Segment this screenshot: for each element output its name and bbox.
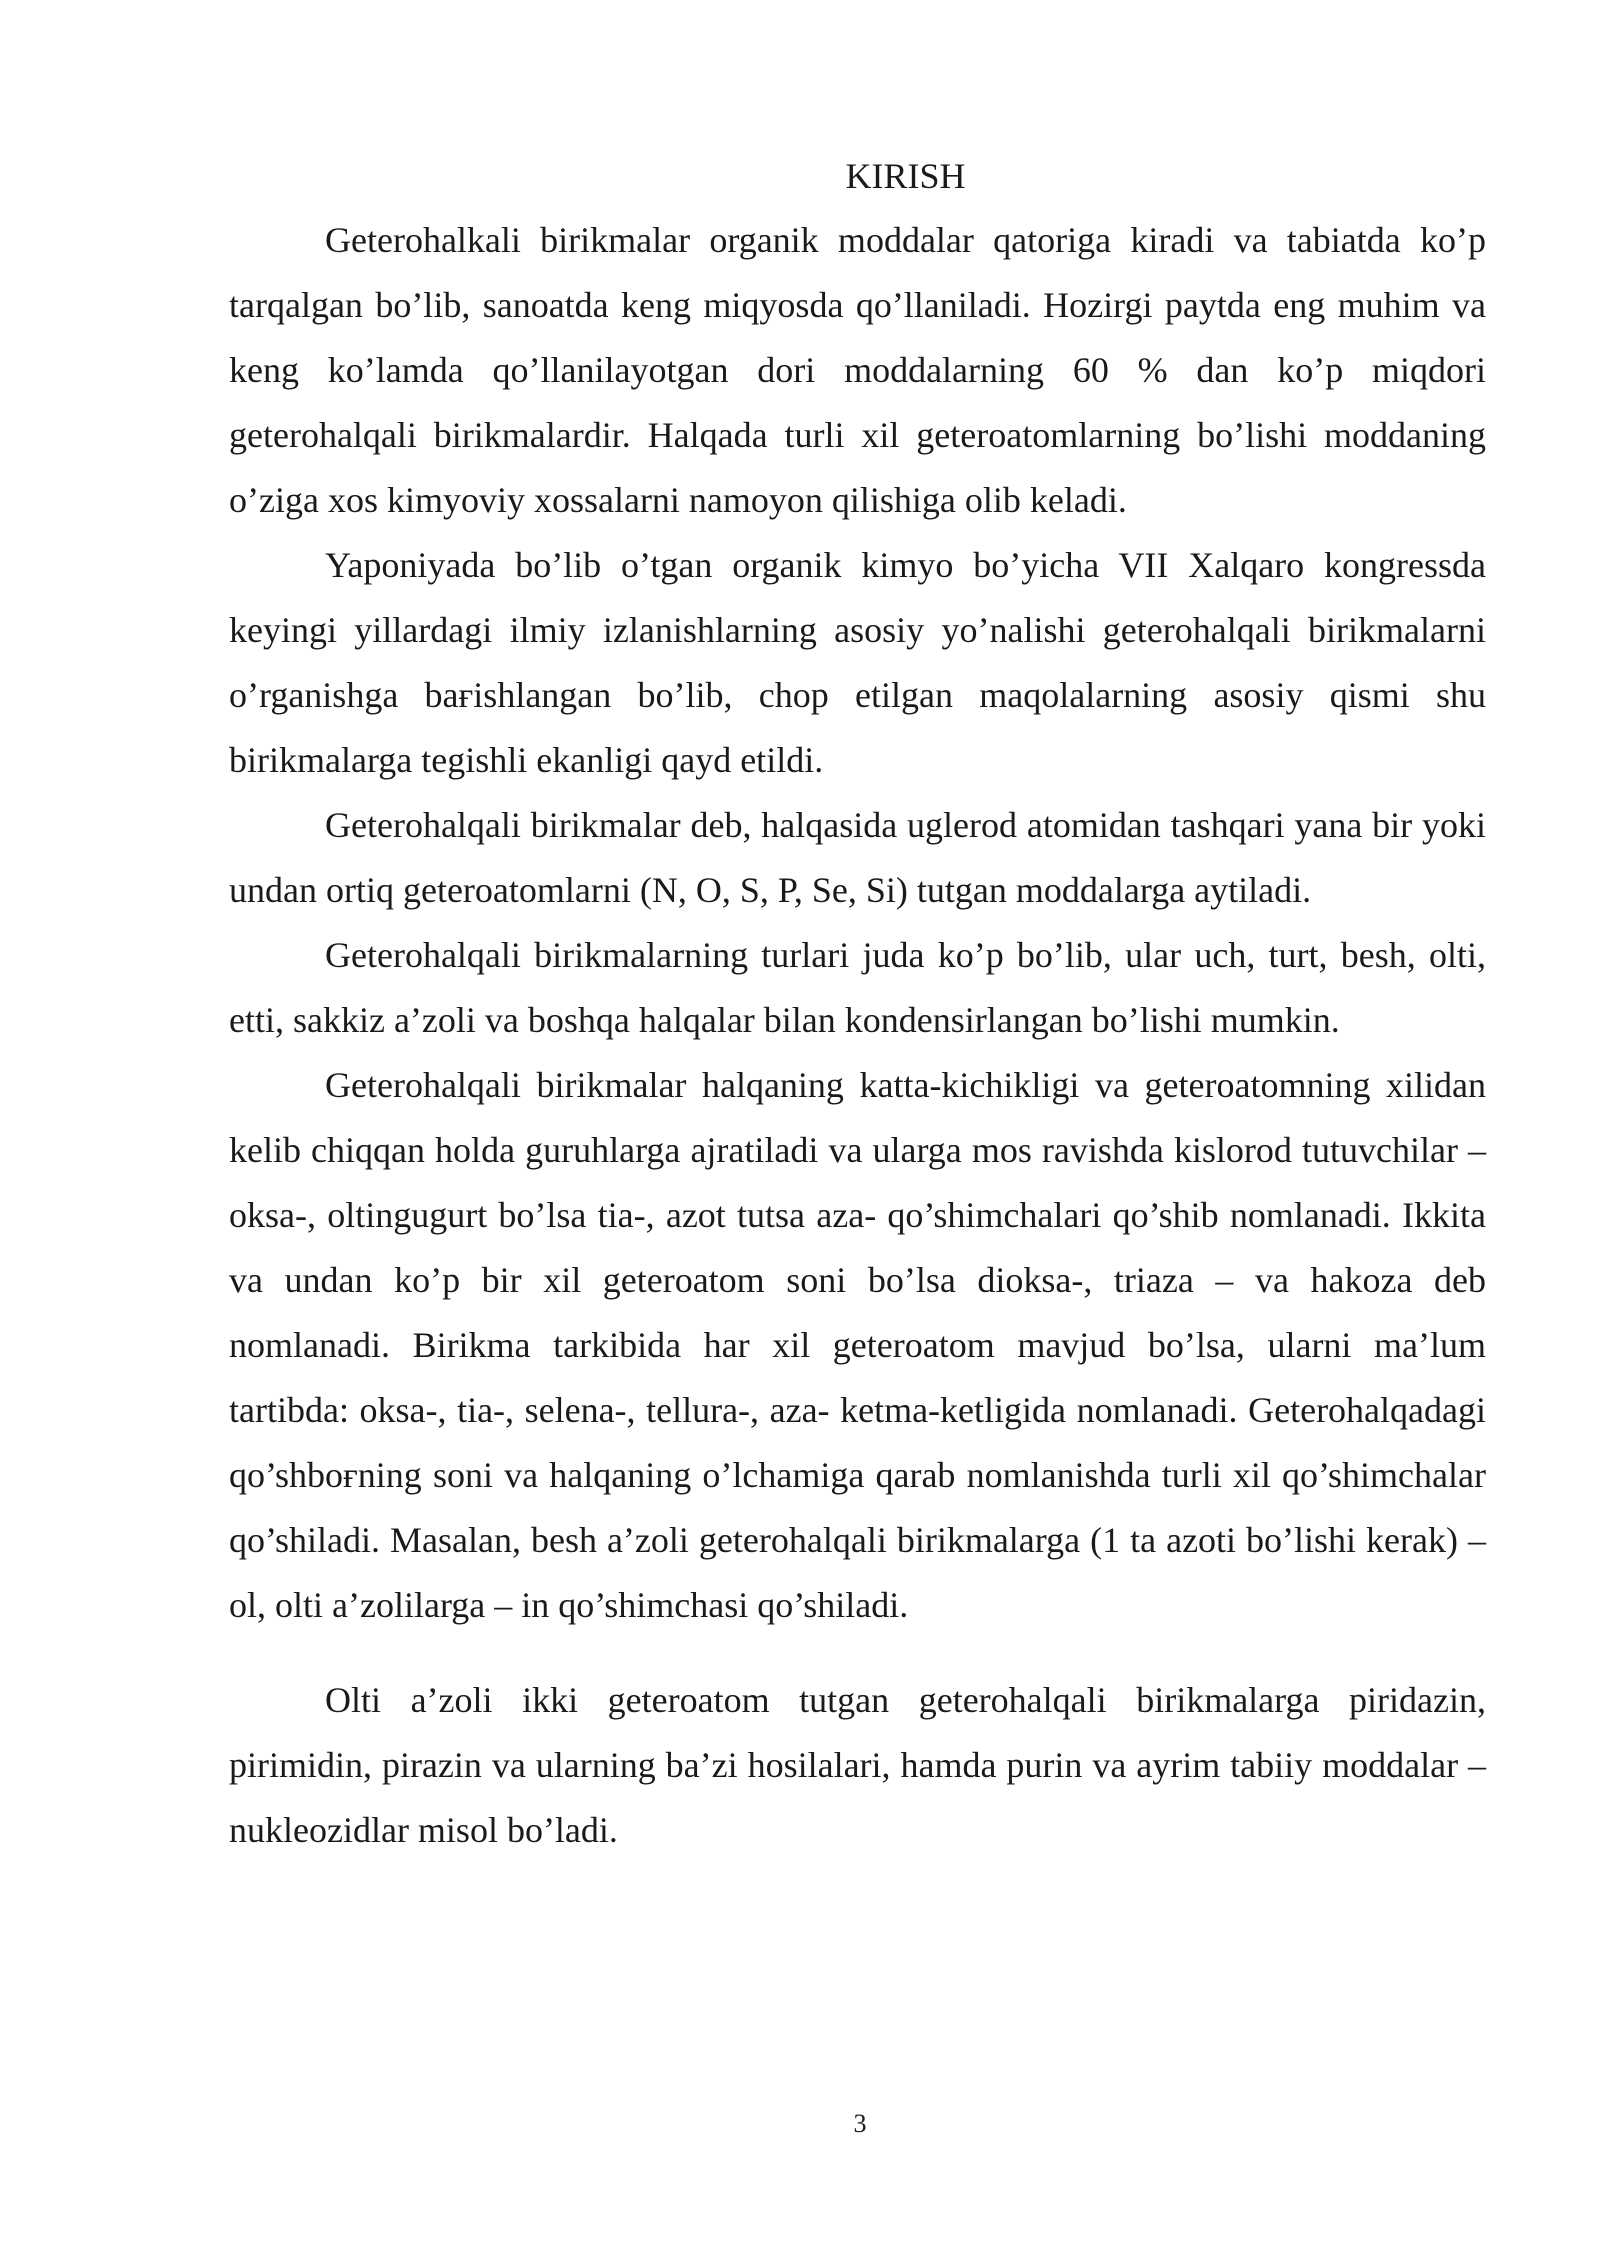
paragraph-congress: Yaponiyada bo’lib o’tgan organik kimyo bo’yicha VII Xalqaro kongressda keyingi yillardagi ilmiy izlanishlarning asosiy yo’nalishi geterohalqali birikmalarni o’rganishga baғishlangan bo’lib, chop etilgan maqolalarning asosiy qismi shu birikmalarga tegishli ekanligi qayd etildi. [229,545,1486,780]
document-body [229,208,1486,1863]
paragraph-types: Geterohalqali birikmalarning turlari juda ko’p bo’lib, ular uch, turt, besh, olti, etti, sakkiz a’zoli va boshqa halqalar bilan kondensirlangan bo’lishi mumkin. [229,935,1486,1040]
paragraph-nomenclature: Geterohalqali birikmalar halqaning katta-kichikligi va geteroatomning xilidan kelib chiqqan holda guruhlarga ajratiladi va ularga mos ravishda kislorod tutuvchilar – oksa-, oltingugurt bo’lsa tia-, azot tutsa aza- qo’shimchalari qo’shib nomlanadi. Ikkita va undan ko’p bir xil geteroatom soni bo’lsa dioksa-, triaza – va hakoza deb nomlanadi. Birikma tarkibida har xil geteroatom mavjud bo’lsa, ularni ma’lum tartibda: oksa-, tia-, selena-, tellura-, aza- ketma-ketligida nomlanadi. Geterohalqadagi qo’shboғning soni va halqaning o’lchamiga qarab nomlanishda turli xil qo’shimchalar qo’shiladi. Masalan, besh a’zoli geterohalqali birikmalarga (1 ta azoti bo’lishi kerak) – ol, olti a’zolilarga – in qo’shimchasi qo’shiladi. [229,1065,1486,1625]
page-title: KIRISH [845,156,966,196]
page-number: 3 [853,2109,867,2138]
paragraph-intro: Geterohalkali birikmalar organik moddalar qatoriga kiradi va tabiatda ko’p tarqalgan bo’lib, sanoatda keng miqyosda qo’llaniladi. Hozirgi paytda eng muhim va keng ko’lamda qo’llanilayotgan dori moddalarning 60 % dan ko’p miqdori geterohalqali birikmalardir. Halqada turli xil geteroatomlarning bo’lishi moddaning o’ziga xos kimyoviy xossalarni namoyon qilishiga olib keladi. [229,220,1486,520]
paragraph-six-membered: Olti a’zoli ikki geteroatom tutgan geterohalqali birikmalarga piridazin, pirimidin, pirazin va ularning ba’zi hosilalari, hamda purin va ayrim tabiiy moddalar – nukleozidlar misol bo’ladi. [229,1680,1486,1850]
paragraph-definition: Geterohalqali birikmalar deb, halqasida uglerod atomidan tashqari yana bir yoki undan ortiq geteroatomlarni (N, O, S, P, Se, Si) tutgan moddalarga aytiladi. [229,805,1486,910]
